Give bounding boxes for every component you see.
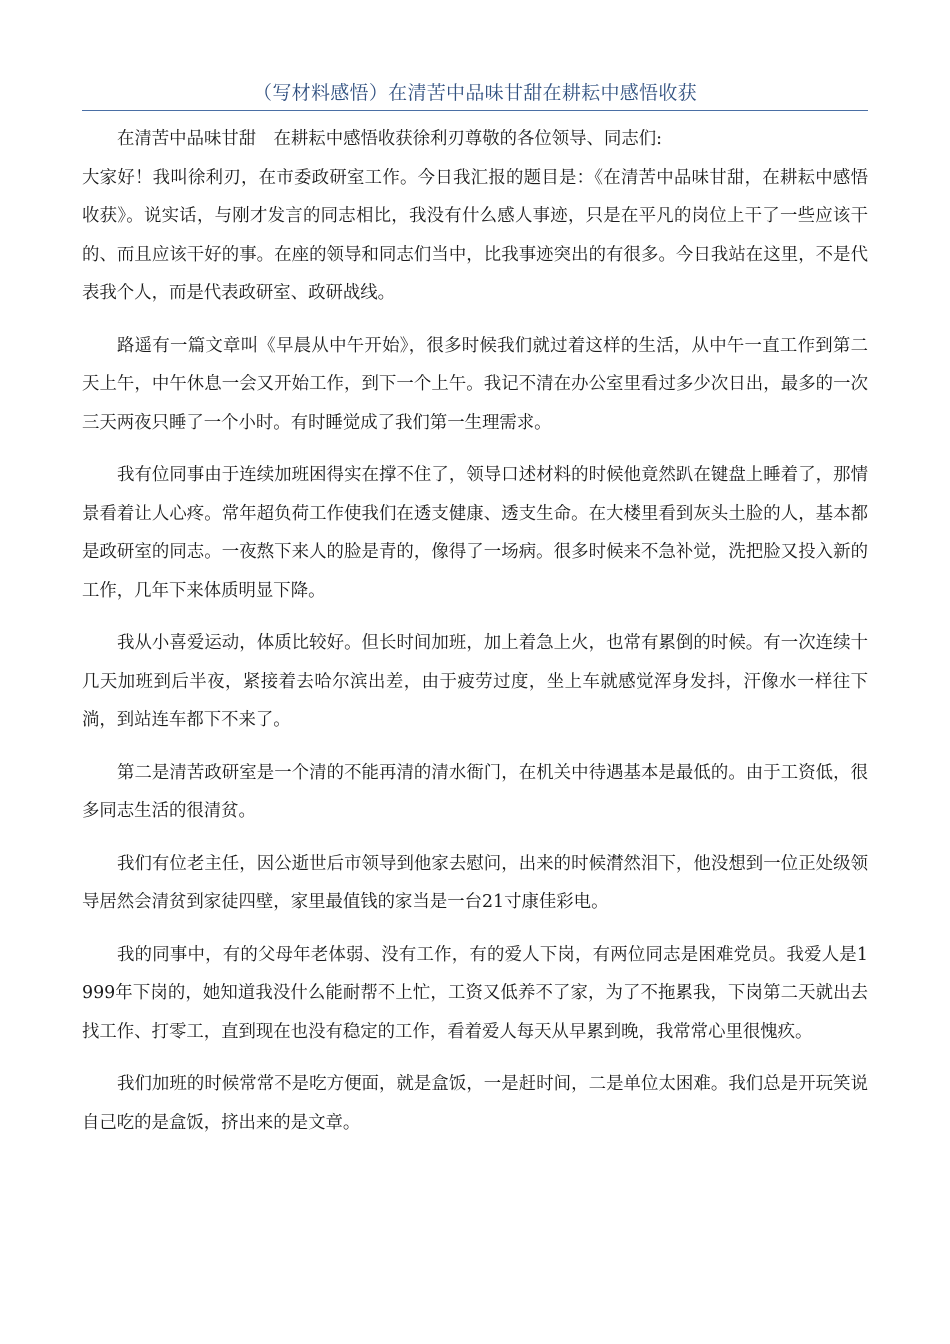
document-body [82,120,868,1156]
paragraph: 我有位同事由于连续加班困得实在撑不住了，领导口述材料的时候他竟然趴在键盘上睡着了，那情景看着让人心疼。常年超负荷工作使我们在透支健康、透支生命。在大楼里看到灰头土脸的人，基本都是政研室的同志。一夜熬下来人的脸是青的，像得了一场病。很多时候来不急补觉，洗把脸又投入新的工作，几年下来体质明显下降。 [82,465,868,601]
paragraph: 第二是清苦政研室是一个清的不能再清的清水衙门，在机关中待遇基本是最低的。由于工资低，很多同志生活的很清贫。 [82,762,868,821]
paragraph: 我们有位老主任，因公逝世后市领导到他家去慰问，出来的时候潸然泪下，他没想到一位正处级领导居然会清贫到家徒四壁，家里最值钱的家当是一台21寸康佳彩电。 [82,853,868,912]
paragraph: 我的同事中，有的父母年老体弱、没有工作，有的爱人下岗，有两位同志是困难党员。我爱人是1999年下岗的，她知道我没什么能耐帮不上忙，工资又低养不了家，为了不拖累我，下岗第二天就出去找工作、打零工，直到现在也没有稳定的工作，看着爱人每天从早累到晚，我常常心里很愧疚。 [82,944,868,1042]
paragraph: 我从小喜爱运动，体质比较好。但长时间加班，加上着急上火，也常有累倒的时候。有一次连续十几天加班到后半夜，紧接着去哈尔滨出差，由于疲劳过度，坐上车就感觉浑身发抖，汗像水一样往下淌，到站连车都下不来了。 [82,633,868,730]
paragraph: 我们加班的时候常常不是吃方便面，就是盒饭，一是赶时间，二是单位太困难。我们总是开玩笑说自己吃的是盒饭，挤出来的是文章。 [82,1074,868,1133]
paragraph-greeting: 大家好！我叫徐利刃，在市委政研室工作。今日我汇报的题目是：《在清苦中品味甘甜，在耕耘中感悟收获》。说实话，与刚才发言的同志相比，我没有什么感人事迹，只是在平凡的岗位上干了一些应该干的、而且应该干好的事。在座的领导和同志们当中，比我事迹突出的有很多。今日我站在这里，不是代表我个人，而是代表政研室、政研战线。 [82,167,868,303]
document-header [82,78,868,111]
opening-line: 在清苦中品味甘甜 在耕耘中感悟收获徐利刃尊敬的各位领导、同志们: [117,129,662,149]
document-title: （写材料感悟）在清苦中品味甘甜在耕耘中感悟收获 [253,82,697,104]
paragraph: 路遥有一篇文章叫《早晨从中午开始》，很多时候我们就过着这样的生活，从中午一直工作到第二天上午，中午休息一会又开始工作，到下一个上午。我记不清在办公室里看过多少次日出，最多的一次三天两夜只睡了一个小时。有时睡觉成了我们第一生理需求。 [82,335,868,433]
